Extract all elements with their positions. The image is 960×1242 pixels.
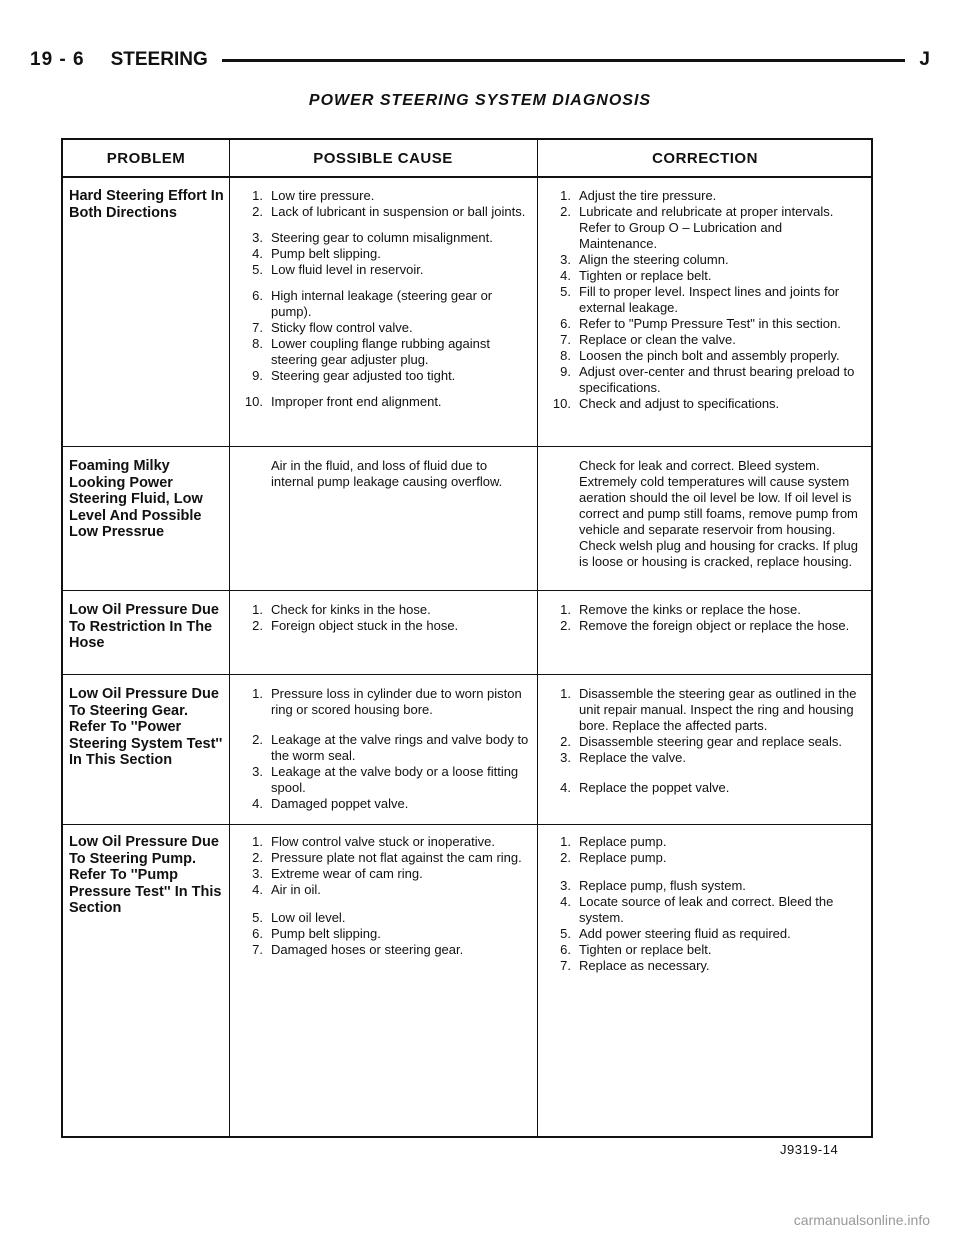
- problem-text: Low Oil Pressure Due To Steering Pump. Refer To ''Pump Pressure Test'' In This Section: [69, 834, 222, 916]
- list-item: 2. Replace pump.: [560, 850, 667, 865]
- table-row: [63, 458, 871, 588]
- list-item: 2. Lubricate and relubricate at proper intervals. Refer to Group O – Lubrication and Maintenance.: [560, 204, 834, 251]
- list-item: 3. Steering gear to column misalignment.: [252, 230, 493, 245]
- list-item: 5. Add power steering fluid as required.: [560, 926, 791, 941]
- problem-text: Low Oil Pressure Due To Steering Gear. Refer To ''Power Steering System Test'' In This Section: [69, 686, 223, 768]
- list-item: 4. Replace the poppet valve.: [560, 780, 730, 795]
- header-rule: [222, 59, 906, 62]
- list-item: 7. Replace as necessary.: [560, 958, 710, 973]
- table-row: [63, 602, 871, 672]
- header-letter: J: [919, 49, 930, 70]
- list-item: 7. Damaged hoses or steering gear.: [252, 942, 464, 957]
- cause-list: [235, 602, 530, 634]
- list-item: 1. Pressure loss in cylinder due to worn piston ring or scored housing bore.: [252, 686, 522, 717]
- cause-list: [235, 834, 530, 958]
- row-divider: [63, 446, 871, 447]
- list-item: 1. Check for kinks in the hose.: [252, 602, 431, 617]
- list-item: 3. Leakage at the valve body or a loose fitting spool.: [252, 764, 519, 795]
- list-item: 7. Replace or clean the valve.: [560, 332, 736, 347]
- column-header-correction: CORRECTION: [652, 149, 758, 167]
- problem-text: Low Oil Pressure Due To Restriction In The Hose: [69, 602, 219, 651]
- list-item: 2. Disassemble steering gear and replace seals.: [560, 734, 843, 749]
- list-item: 3. Replace the valve.: [560, 750, 686, 765]
- list-item: 10. Check and adjust to specifications.: [552, 396, 780, 411]
- list-item: 8. Loosen the pinch bolt and assembly properly.: [560, 348, 840, 363]
- list-item: 2. Remove the foreign object or replace the hose.: [560, 618, 850, 633]
- column-header-cause: POSSIBLE CAUSE: [313, 149, 453, 167]
- list-item: 3. Align the steering column.: [560, 252, 729, 267]
- list-item: 1. Low tire pressure.: [252, 188, 375, 203]
- list-item: 4. Locate source of leak and correct. Bleed the system.: [560, 894, 834, 925]
- list-item: 1. Remove the kinks or replace the hose.: [560, 602, 801, 617]
- list-item: 2. Foreign object stuck in the hose.: [252, 618, 459, 633]
- list-item: 3. Replace pump, flush system.: [560, 878, 746, 893]
- table-row: [63, 188, 871, 444]
- page-title: POWER STEERING SYSTEM DIAGNOSIS: [308, 92, 652, 109]
- cause-list: [235, 686, 530, 812]
- list-item: 5. Fill to proper level. Inspect lines and joints for external leakage.: [560, 284, 840, 315]
- row-divider: [63, 674, 871, 675]
- list-item: 7. Sticky flow control valve.: [252, 320, 413, 335]
- list-item: 5. Low oil level.: [252, 910, 346, 925]
- problem-text: Foaming Milky Looking Power Steering Fluid, Low Level And Possible Low Pressrue: [69, 458, 203, 540]
- list-item: 4. Air in oil.: [252, 882, 321, 897]
- cause-list: [235, 188, 530, 410]
- list-item: 2. Lack of lubricant in suspension or ball joints.: [252, 204, 526, 219]
- list-item: 5. Low fluid level in reservoir.: [252, 262, 424, 277]
- list-item: 3. Extreme wear of cam ring.: [252, 866, 423, 881]
- row-divider: [63, 590, 871, 591]
- column-header-problem: PROBLEM: [106, 149, 186, 167]
- list-item: 1. Flow control valve stuck or inoperative.: [252, 834, 495, 849]
- list-item: 1. Adjust the tire pressure.: [560, 188, 717, 203]
- correction-list: [543, 834, 863, 974]
- list-item: 2. Leakage at the valve rings and valve body to the worm seal.: [252, 732, 529, 763]
- list-item: 2. Pressure plate not flat against the cam ring.: [252, 850, 522, 865]
- list-item: 8. Lower coupling flange rubbing against steering gear adjuster plug.: [252, 336, 490, 367]
- correction-list: [543, 602, 863, 634]
- figure-id: J9319-14: [780, 1142, 839, 1157]
- list-item: 4. Tighten or replace belt.: [560, 268, 712, 283]
- header-divider: [63, 176, 871, 178]
- page-header: [30, 46, 930, 74]
- list-item: 4. Damaged poppet valve.: [252, 796, 409, 811]
- list-item: 4. Pump belt slipping.: [252, 246, 381, 261]
- problem-text: Hard Steering Effort In Both Directions: [69, 188, 224, 221]
- list-item: 1. Disassemble the steering gear as outlined in the unit repair manual. Inspect the ring and housing bore. Replace the affected parts.: [560, 686, 857, 733]
- page-number: 19 - 6: [30, 49, 85, 70]
- cause-text: Air in the fluid, and loss of fluid due to internal pump leakage causing overflow.: [271, 458, 503, 489]
- list-item: 9. Steering gear adjusted too tight.: [252, 368, 456, 383]
- table-row: [63, 834, 871, 1134]
- list-item: 10. Improper front end alignment.: [244, 394, 442, 409]
- correction-list: [543, 686, 863, 796]
- list-item: 6. High internal leakage (steering gear or pump).: [252, 288, 493, 319]
- list-item: 9. Adjust over-center and thrust bearing preload to specifications.: [560, 364, 855, 395]
- correction-text: Check for leak and correct. Bleed system. Extremely cold temperatures will cause system aeration should the oil level be low. If oil level is correct and pump still foams, remove pump from vehicle and separate reservoir from housing. Check welsh plug and housing for cracks. If plug is loose or housing is cracked, replace housing.: [579, 458, 858, 569]
- list-item: 6. Refer to "Pump Pressure Test" in this section.: [560, 316, 841, 331]
- section-name: STEERING: [110, 49, 208, 70]
- table-row: [63, 686, 871, 822]
- row-divider: [63, 824, 871, 825]
- correction-list: [543, 188, 863, 412]
- list-item: 1. Replace pump.: [560, 834, 667, 849]
- list-item: 6. Pump belt slipping.: [252, 926, 381, 941]
- diagnosis-table: [61, 138, 873, 1138]
- list-item: 6. Tighten or replace belt.: [560, 942, 712, 957]
- watermark: carmanualsonline.info: [793, 1212, 930, 1228]
